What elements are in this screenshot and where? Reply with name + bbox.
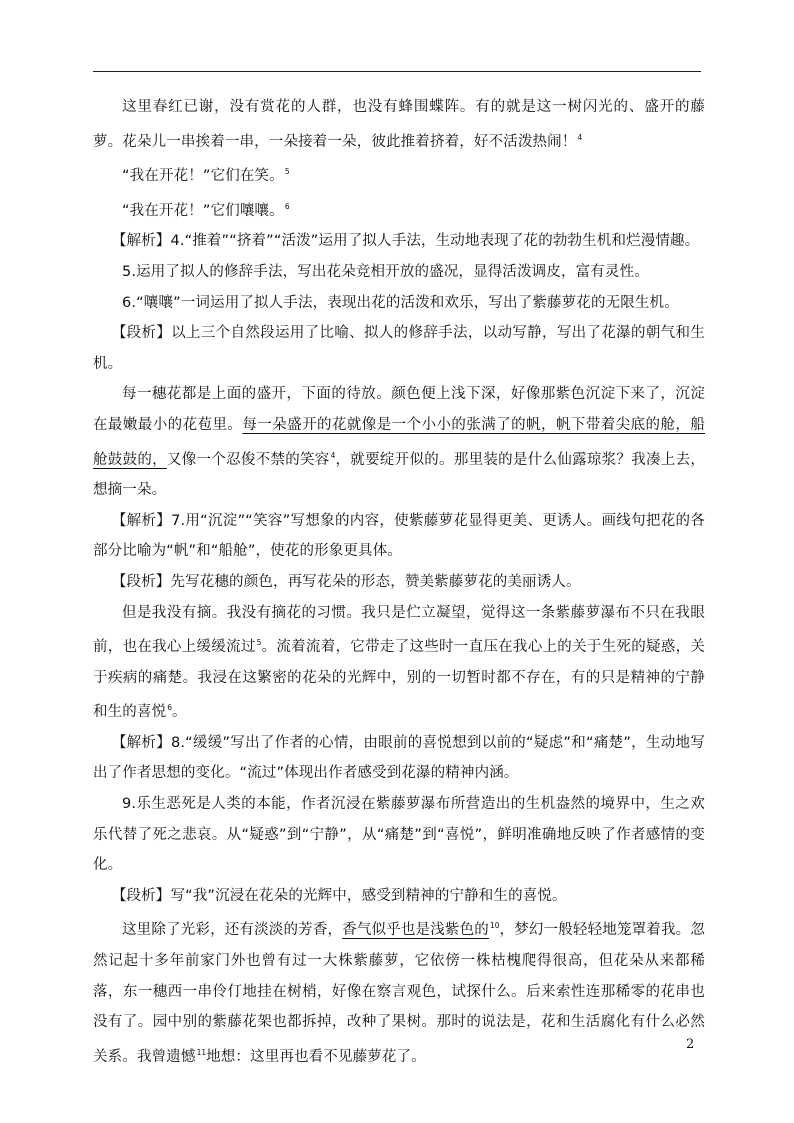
paragraph-6: 这里除了光彩，还有淡淡的芳香，香气似乎也是浅紫色的$^{10}$，梦幻一般轻轻地笼罩着我。忽然记起十多年前家门外也曾有过一大株紫藤萝，它依傍一株枯槐爬得很高，但花朵从来都稀落，东一穗西一串伶仃地挂在树梢，好像在察言观色，试探什么。后来索性连那稀零的花串也没有了。园中别的紫藤花架也都拆掉，改种了果树。那时的说法是，花和生活腐化有什么必然关系。我曾遗憾$^{11}$地想：这里再也看不见藤萝花了。 — [93, 921, 705, 1065]
footnote-ref: 5 — [256, 638, 262, 648]
document-body — [93, 92, 705, 1072]
footnote-ref: 6 — [167, 703, 173, 713]
analysis-8: 【解析】8.“缓缓”写出了作者的心情，由眼前的喜悦想到以前的“疑虑”和“痛楚”，生动地写出了作者思想的变化。“流过”体现出作者感受到花瀑的精神内涵。 — [93, 734, 705, 782]
analysis-5: 5.运用了拟人的修辞手法，写出花朵竞相开放的盛况，显得活泼调皮，富有灵性。 — [122, 263, 649, 280]
footnote-ref: 10 — [489, 921, 500, 931]
section-analysis-2: 【段析】先写花穗的颜色，再写花朵的形态，赞美紫藤萝花的美丽诱人。 — [111, 573, 581, 590]
paragraph-1: 这里春红已谢，没有赏花的人群，也没有蜂围蝶阵。有的就是这一树闪光的、盛开的藤萝。花朵儿一串挨着一串，一朵接着一朵，彼此推着挤着，好不活泼热闹！$^4$ — [93, 99, 705, 150]
paragraph-3: “我在开花！”它们嚷嚷。$^6$ — [122, 201, 290, 219]
underlined-phrase: 香气似乎也是浅紫色的 — [342, 922, 489, 939]
underlined-sentence: 每一朵盛开的花就像是一个小小的张满了的帆，帆下带着尖底的舱，船舱鼓鼓的， — [93, 416, 705, 468]
paragraph-5: 但是我没有摘。我没有摘花的习惯。我只是伫立凝望，觉得这一条紫藤萝瀑布不只在我眼前，也在我心上缓缓流过$^5$。流着流着，它带走了这些时一直压在我心上的关于生死的疑惑，关于疾病的痛楚。我浸在这繁密的花朵的光辉中，别的一切暂时都不存在，有的只是精神的宁静和生的喜悦$^6$。 — [93, 604, 706, 721]
section-analysis-1: 【段析】以上三个自然段运用了比喻、拟人的修辞手法，以动写静，写出了花瀑的朝气和生机。 — [93, 325, 705, 372]
footnote-ref: 11 — [196, 1047, 207, 1057]
analysis-4: 【解析】4.“推着”“挤着”“活泼”运用了拟人手法，生动地表现了花的勃勃生机和烂漫情趣。 — [111, 233, 700, 250]
analysis-6: 6.“嚷嚷”一词运用了拟人手法，表现出花的活泼和欢乐，写出了紫藤萝花的无限生机。 — [122, 294, 679, 311]
footnote-ref: 6 — [284, 201, 290, 211]
header-rule — [93, 71, 701, 72]
paragraph-2: “我在开花！”它们在笑。$^5$ — [122, 167, 290, 185]
footnote-ref: 4 — [577, 132, 583, 142]
footnote-ref: 4 — [330, 450, 336, 460]
footnote-ref: 5 — [284, 167, 290, 177]
analysis-7: 【解析】7.用“沉淀”“笑容”写想象的内容，使紫藤萝花显得更美、更诱人。画线句把花的各部分比喻为“帆”和“船舱”，使花的形象更具体。 — [93, 512, 705, 560]
section-analysis-3: 【段析】写“我”沉浸在花朵的光辉中，感受到精神的宁静和生的喜悦。 — [111, 887, 567, 904]
page-number: 2 — [686, 1037, 695, 1052]
paragraph-4: 每一穗花都是上面的盛开，下面的待放。颜色便上浅下深，好像那紫色沉淀下来了，沉淀在最嫩最小的花苞里。每一朵盛开的花就像是一个小小的张满了的帆，帆下带着尖底的舱，船舱鼓鼓的，又像一个忍俊不禁的笑容$^4$，就要绽开似的。那里装的是什么仙露琼浆？我凑上去，想摘一朵。 — [93, 386, 706, 499]
analysis-9: 9.乐生恶死是人类的本能，作者沉浸在紫藤萝瀑布所营造出的生机盎然的境界中，生之欢乐代替了死之悲哀。从“疑惑”到“宁静”，从“痛楚”到“喜悦”，鲜明准确地反映了作者感情的变化。 — [93, 796, 705, 874]
